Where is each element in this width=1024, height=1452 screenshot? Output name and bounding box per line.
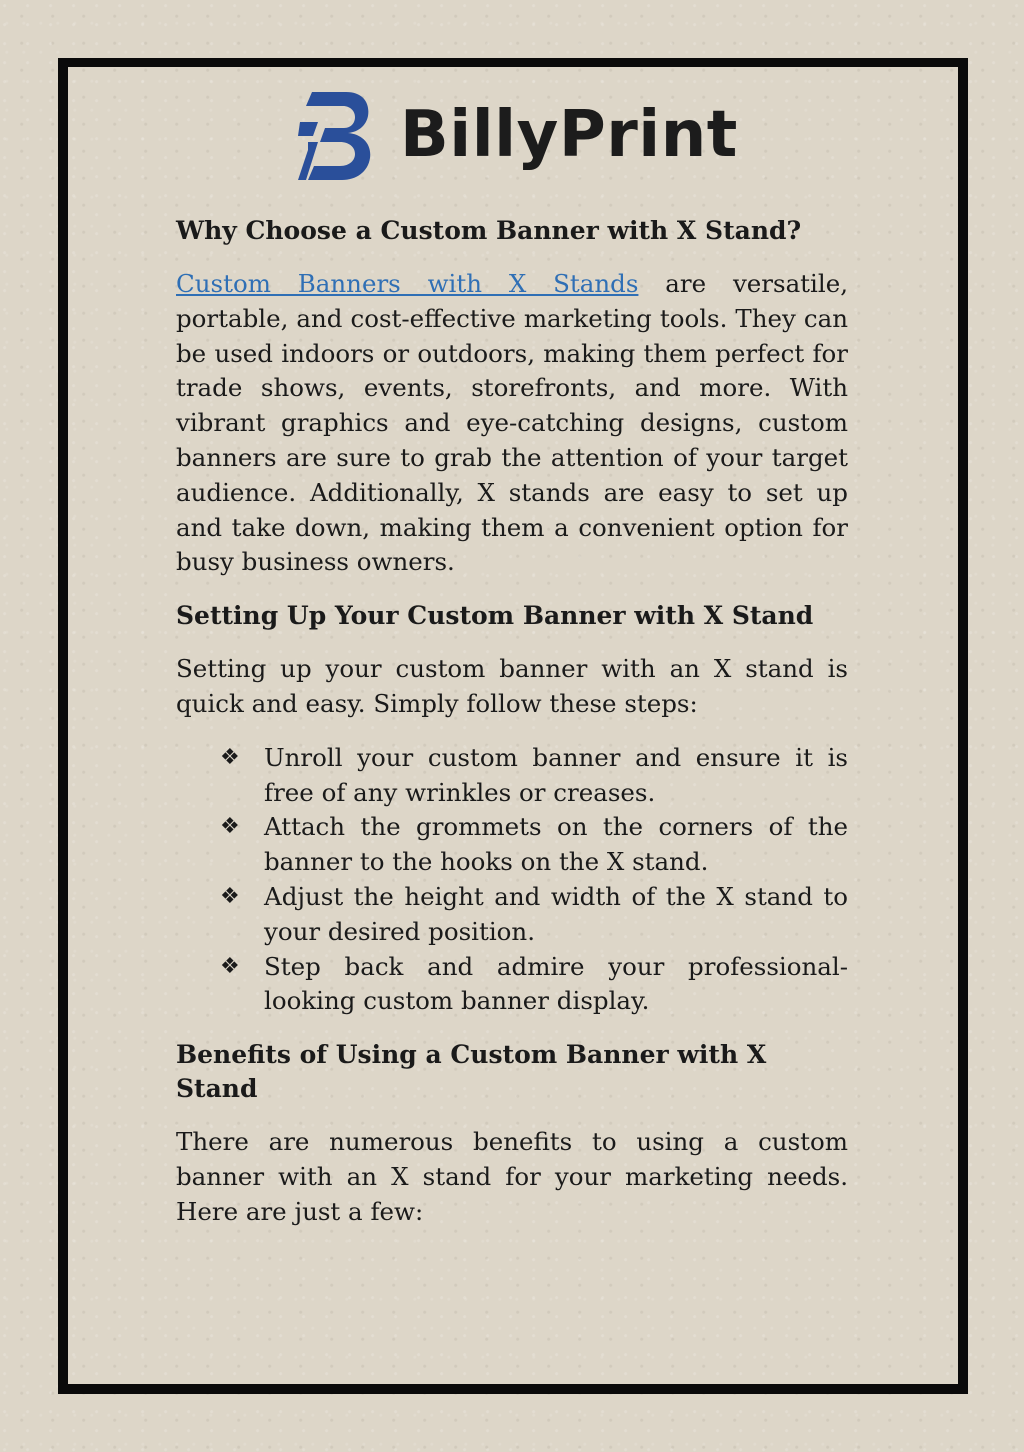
list-item [176,880,848,950]
step-text: Adjust the height and width of the X stand to your desired position. [264,881,848,946]
brand-name: BillyPrint [400,98,738,172]
section-paragraph-why-choose [176,267,848,580]
article-body [176,214,848,1249]
step-text: Step back and admire your professional-looking custom banner display. [264,951,848,1016]
section-paragraph-setting-up: Setting up your custom banner with an X stand is quick and easy. Simply follow these steps: [176,654,848,718]
four-diamond-bullet-icon: ❖ [220,883,240,909]
four-diamond-bullet-icon: ❖ [220,814,240,840]
four-diamond-bullet-icon: ❖ [220,744,240,770]
list-item [176,950,848,1020]
four-diamond-bullet-icon: ❖ [220,953,240,979]
step-text: Attach the grommets on the corners of the banner to the hooks on the X stand. [264,812,848,877]
step-text: Unroll your custom banner and ensure it is free of any wrinkles or creases. [264,742,848,807]
setup-steps-list [176,741,848,1019]
brand-logo [298,86,738,184]
paragraph-text: are versatile, portable, and cost-effective marketing tools. They can be used indoors or outdoors, making them perfect for trade shows, events, storefronts, and more. With vibrant graphics and eye-catching designs, custom banners are sure to grab the attention of your target audience. Additionally, X stands are easy to set up and take down, making them a convenient option for busy business owners. [176,269,848,577]
section-heading-setting-up: Setting Up Your Custom Banner with X Stand [176,601,814,631]
custom-banners-link[interactable]: Custom Banners with X Stands [176,269,639,298]
section-heading-why-choose: Why Choose a Custom Banner with X Stand? [176,216,802,245]
list-item [176,741,848,811]
list-item [176,810,848,880]
section-heading-benefits: Benefits of Using a Custom Banner with X Stand [176,1040,767,1104]
billyprint-b-logo-icon [298,86,376,184]
section-paragraph-benefits: There are numerous benefits to using a custom banner with an X stand for your marketing needs. Here are just a few: [176,1127,848,1226]
